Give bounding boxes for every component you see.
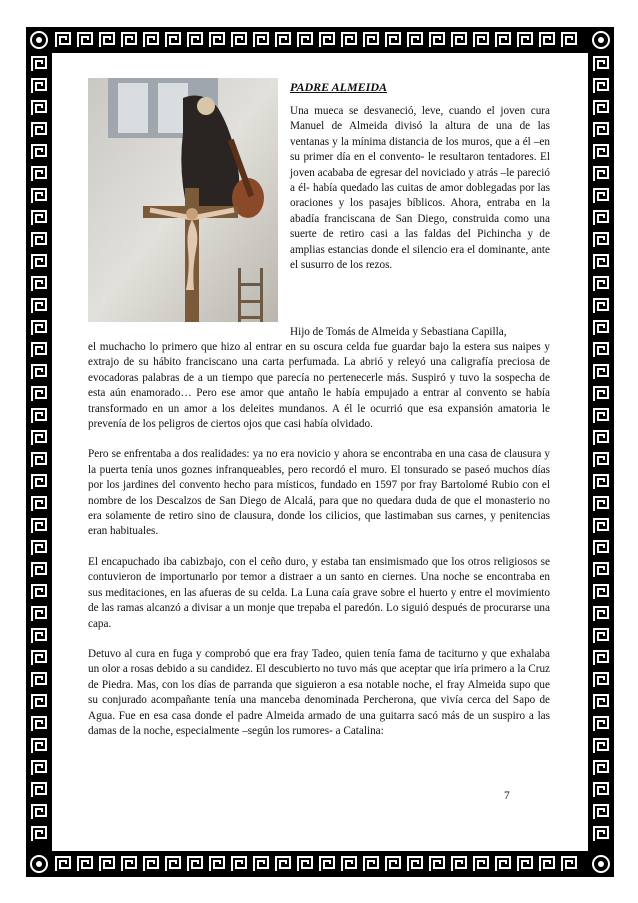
paragraph-5: Detuvo al cura en fuga y comprobó que era fray Tadeo, quien tenía fama de taciturno y que exhalaba un olor a rosas debido a su candidez. El descubierto no tuvo más que aceptar que iría primero a la Cruz de Piedra. Mas, con los días de parranda que siguieron a esa notable noche, el fray Almeida supo que su conjurado acompañante tenía una manceba denominada Percherona, que vivía cerca del Sapo de Agua. Fue en esa casa donde el padre Almeida armado de una guitarra sacó más de un suspiro a las damas de la noche, especialmente –según los rumores- a Catalina: [88, 647, 550, 737]
article-body [88, 340, 550, 754]
intro-paragraph: Una mueca se desvaneció, leve, cuando el joven cura Manuel de Almeida divisó la altura de una de las ventanas y la mínima distancia de los muros, que a él –en su primer día en el convento- le resultaron tentadores. El joven acababa de egresar del noviciado y atrás –le pareció a él- había quedado las cuitas de amor doblegadas por las oraciones y los pasajes bíblicos. Ahora, entraba en la abadía franciscana de San Diego, construida como una suerte de retiro casi a las faldas del Pichincha y de amplias estancias donde el silencio era el dominante, ante el susurro de los rezos. [290, 105, 550, 272]
paragraph-3: Pero se enfrentaba a dos realidades: ya no era novicio y ahora se encontraba en una casa de clausura y la puerta tenía unos goznes infranqueables, pero recordó el muro. El tonsurado se paseó muchos días por los jardines del convento hecho para místicos, fundado en 1597 por fray Bartolomé Rubio con el nombre de los Descalzos de San Diego de Alcalá, para que no quedara duda de que el monasterio no era solamente de retiro sino de clausura, donde los cilicios, que lastimaban sus carnes, y penitencias eran habituales. [88, 448, 550, 538]
paragraph-2-start: Hijo de Tomás de Almeida y Sebastiana Capilla, [290, 326, 507, 338]
article-title: PADRE ALMEIDA [290, 80, 388, 94]
paragraph-2: el muchacho lo primero que hizo al entrar en su oscura celda fue guardar bajo la estera sus naipes y extrajo de su hábito franciscano una carta perfumada. La abrió y releyó una caligrafía preciosa de evocadoras palabras de a un tiempo que parecía no pertenecerle más. Suspiró y tuvo la sospecha de esta aún enamorado… Pero ese amor que antaño le había empujado a entrar al convento se había transformado en un amor a los deleites mundanos. A él le ocurrió que esa expansión amatoria le prevenía de los peligros de ciertos ojos que casi había olvidado. [88, 341, 550, 431]
crucifix-photo [88, 78, 278, 322]
paragraph-4: El encapuchado iba cabizbajo, con el ceño duro, y estaba tan ensimismado que los otros religiosos se contuvieron de importunarlo por temor a distraer a un santo en ciernes. Una noche se encontraba en sus meditaciones, en las afueras de su celda. La Luna caía grave sobre el huerto y entre el movimiento de las ramas alcanzó a divisar a un monje que trepaba el paredón. Lo siguió después de procurarse una capa. [88, 555, 550, 630]
page-number: 7 [504, 790, 510, 802]
